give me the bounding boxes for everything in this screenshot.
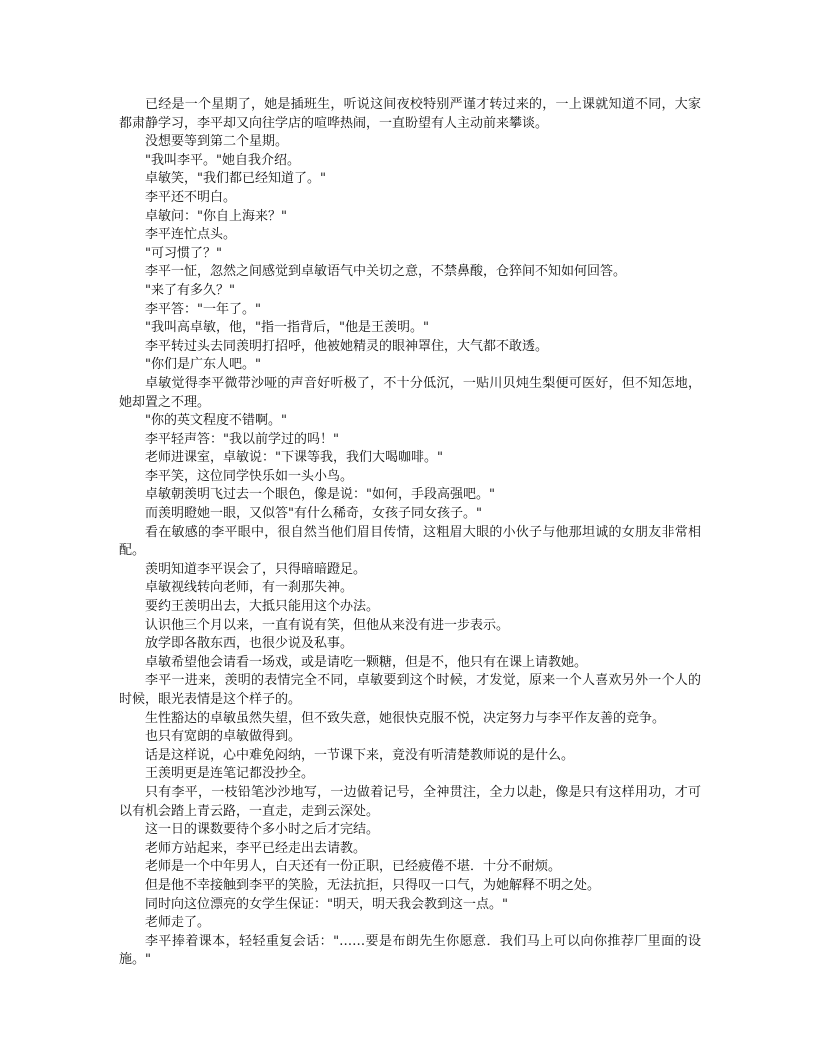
paragraph: "我叫李平。"她自我介绍。: [145, 152, 300, 168]
paragraph: 李平连忙点头。: [145, 227, 237, 243]
paragraph: 卓敏希望他会请看一场戏，或是请吃一颗糖，但是不，他只有在课上请教她。: [145, 654, 588, 670]
paragraph: 要约王羡明出去，大抵只能用这个办法。: [145, 599, 380, 615]
paragraph: 李平笑，这位同学快乐如一头小鸟。: [145, 468, 354, 484]
paragraph: 话是这样说，心中难免闷纳，一节课下来，竟没有听清楚教师说的是什么。: [145, 747, 575, 763]
paragraph: 卓敏觉得李平微带沙哑的声音好听极了，不十分低沉，一贴川贝炖生梨便可医好，但不知怎地，她却置之不理。: [119, 375, 701, 410]
paragraph: 羡明知道李平误会了，只得暗暗蹬足。: [145, 561, 367, 577]
paragraph: 卓敏朝羡明飞过去一个眼色，像是说："如何，手段高强吧。": [145, 487, 495, 503]
paragraph: 卓敏视线转向老师，有一刹那失神。: [145, 580, 354, 596]
paragraph: 放学即各散东西，也很少说及私事。: [145, 636, 354, 652]
paragraph: 老师是一个中年男人，白天还有一份正职，已经疲倦不堪．十分不耐烦。: [145, 859, 562, 875]
paragraph: "你们是广东人吧。": [145, 357, 261, 373]
paragraph: 没想要等到第二个星期。: [145, 134, 289, 150]
paragraph: 老师走了。: [145, 915, 211, 931]
paragraph: "你的英文程度不错啊。": [145, 413, 287, 429]
paragraph: 只有李平，一枝铅笔沙沙地写，一边做着记号，全神贯注，全力以赴，像是只有这样用功，才可以有机会踏上青云路，一直走，走到云深处。: [119, 784, 701, 819]
paragraph: 卓敏问："你自上海来？": [145, 208, 287, 224]
paragraph: 老师方站起来，李平已经走出去请教。: [145, 840, 367, 856]
paragraph: "我叫高卓敏，他，"指一指背后，"他是王羡明。": [145, 320, 429, 336]
paragraph: "可习惯了？": [145, 245, 222, 261]
paragraph: 而羡明瞪她一眼，又似答"有什么稀奇，女孩子同女孩子。": [145, 506, 482, 522]
paragraph: 看在敏感的李平眼中，很自然当他们眉目传情，这粗眉大眼的小伙子与他那坦诚的女朋友非常相配。: [119, 524, 701, 559]
paragraph: 生性豁达的卓敏虽然失望，但不致失意，她很快克服不悦，决定努力与李平作友善的竞争。: [145, 710, 666, 726]
paragraph: 李平一进来，羡明的表情完全不同，卓敏要到这个时候，才发觉，原来一个人喜欢另外一个人的时候，眼光表情是这个样子的。: [119, 673, 701, 707]
paragraph: 认识他三个月以来，一直有说有笑，但他从来没有进一步表示。: [145, 617, 510, 633]
paragraph: 李平答："一年了。": [145, 301, 261, 317]
paragraph: 同时向这位漂亮的女学生保证："明天，明天我会教到这一点。": [145, 896, 508, 912]
paragraph: 王羡明更是连笔记都没抄全。: [145, 766, 315, 782]
paragraph: 这一日的课数要待个多小时之后才完结。: [145, 822, 380, 838]
paragraph: 李平一怔，忽然之间感觉到卓敏语气中关切之意，不禁鼻酸，仓猝间不知如何回答。: [145, 264, 627, 280]
paragraph: 老师进课室，卓敏说："下课等我，我们大喝咖啡。": [145, 450, 443, 466]
paragraph: 卓敏笑，"我们都已经知道了。": [145, 171, 326, 187]
paragraph: 已经是一个星期了，她是插班生，听说这间夜校特别严谨才转过来的，一上课就知道不同，大家都肃静学习，李平却又向往学店的喧哗热闹，一直盼望有人主动前来攀谈。: [119, 97, 701, 131]
paragraph: 李平轻声答："我以前学过的吗！": [145, 431, 339, 447]
paragraph: "来了有多久？": [145, 282, 235, 298]
paragraph: 李平转过头去同羡明打招呼，他被她精灵的眼神罩住，大气都不敢透。: [145, 338, 549, 354]
paragraph: 李平捧着课本，轻轻重复会话："……要是布朗先生你愿意．我们马上可以向你推荐厂里面的设施。": [119, 933, 701, 968]
paragraph: 但是他不幸接触到李平的笑脸，无法抗拒，只得叹一口气，为她解释不明之处。: [145, 877, 601, 893]
paragraph: 李平还不明白。: [145, 189, 237, 205]
document-body: [119, 96, 701, 970]
paragraph: 也只有宽朗的卓敏做得到。: [145, 729, 302, 745]
